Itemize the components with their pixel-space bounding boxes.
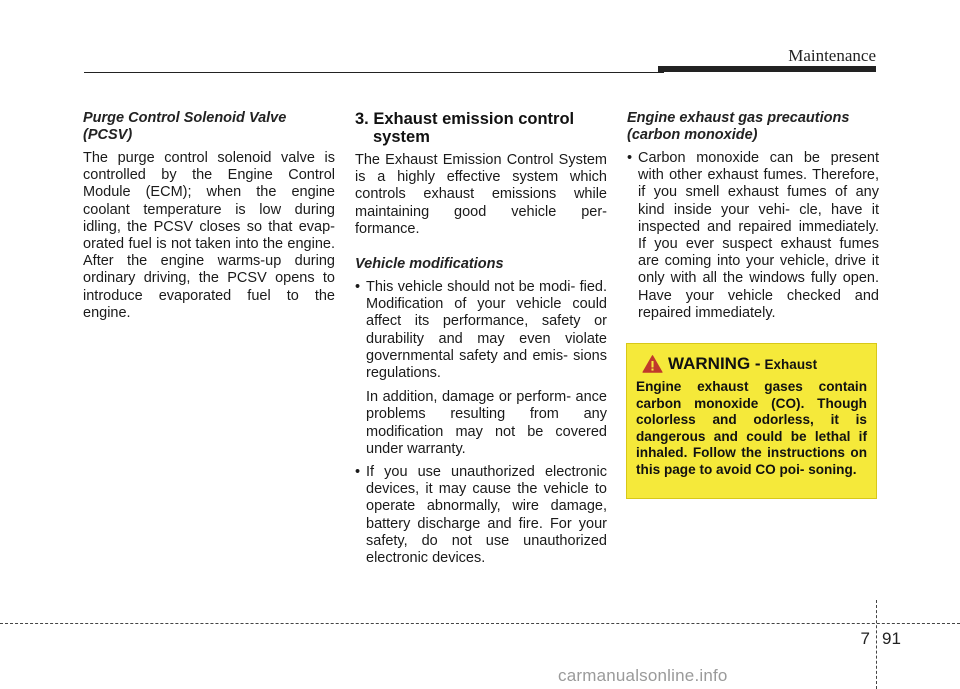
modifications-list [355,279,607,567]
page-divider [876,600,877,689]
bullet-text-continued: In addition, damage or perform- ance problems resulting from any modification may not be covered under warranty. [366,389,607,457]
warning-triangle-icon [642,355,663,373]
bullet-text: • Carbon monoxide can be present with other exhaust fumes. Therefore, if you smell exhaust fumes of any kind inside your vehi- cle, have it inspected and repaired immediately. If you ever suspect exhaust fumes are coming into your vehicle, drive it only with all the windows fully open. Have your vehicle checked and repaired immediately. [638,150,879,321]
watermark: carmanualsonline.info [558,666,728,685]
exhaust-precautions-heading: Engine exhaust gas precautions (carbon monoxide) [627,110,850,143]
exhaust-system-body: The Exhaust Emission Control System is a highly effective system which controls exhaust emissions while maintaining good vehicle per- formance. [355,152,607,237]
bullet-text: • If you use unauthorized electronic devices, it may cause the vehicle to operate abnormally, wire damage, battery discharge and fire. For your safety, do not use unauthorized electronic devices. [366,464,607,567]
header-rule-accent [658,66,876,72]
warning-subtitle: Exhaust [764,356,818,372]
warning-text: Engine exhaust gases contain carbon monoxide (CO). Though colorless and odorless, it is dangerous and could be lethal if inhaled. Follow the instructions on this page to avoid CO poi- soning. [636,379,867,477]
warning-header [642,354,867,374]
exhaust-system-heading: 3. Exhaust emission control system [355,110,575,146]
footer-rule [0,623,960,624]
page-number: 91 [882,629,901,648]
list-item [355,464,607,567]
pcsv-body: The purge control solenoid valve is controlled by the Engine Control Module (ECM); when the engine coolant temperature is low during idling, the PCSV closes so that evap- orated fuel is not taken into the engine. After the engine warms-up during ordinary driving, the PCSV opens to introduce evaporated fuel to the engine. [83,150,335,321]
list-item [355,279,607,458]
warning-box [626,343,877,499]
header-rule [84,72,664,73]
chapter-number: 7 [860,629,870,648]
bullet-text: • This vehicle should not be modi- fied. Modification of your vehicle could affect its performance, safety or durability and may even violate governmental safety and emis- sions regulations. [366,279,607,382]
section-title: Maintenance [788,46,876,65]
precautions-list [627,150,879,322]
column-middle [355,110,607,573]
vehicle-modifications-heading: Vehicle modifications [355,256,504,273]
pcsv-heading: Purge Control Solenoid Valve (PCSV) [83,110,287,143]
column-right [627,110,879,328]
column-left [83,110,335,322]
list-item [627,150,879,322]
warning-title: WARNING - [668,354,761,373]
